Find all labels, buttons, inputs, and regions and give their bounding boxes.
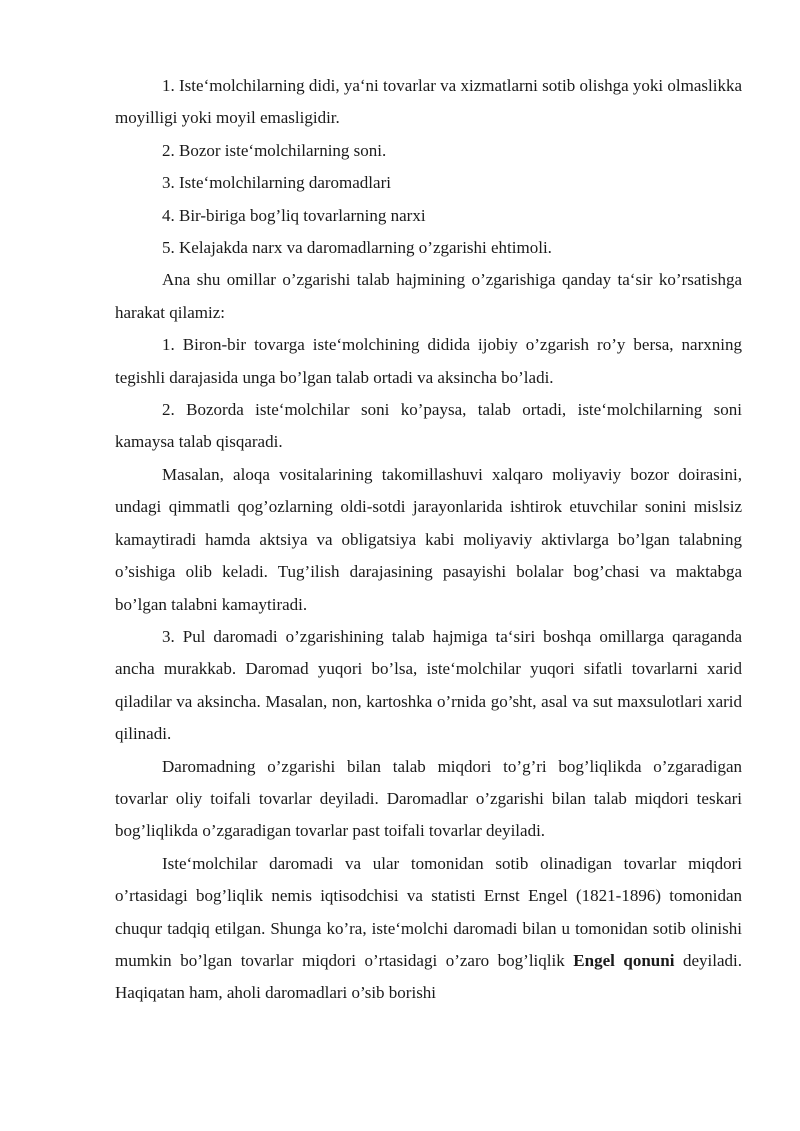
document-body bbox=[115, 70, 742, 1010]
list-item-income: 3. Iste‘molchilarning daromadlari bbox=[162, 173, 391, 193]
paragraph-example: Masalan, aloqa vositalarining takomillashuvi xalqaro moliyaviy bozor doirasini, undagi qimmatli qog’ozlarning oldi-sotdi jarayonlarida ishtirok etuvchilar sonini mislsiz kamaytiradi hamda aktsiya va obligatsiya kabi moliyaviy aktivlarga bo’lgan talabning o’sishiga olib keladi. Tug’ilish darajasining pasayishi bolalar bog’chasi va maktabga bo’lgan talabni kamaytiradi. bbox=[115, 464, 742, 614]
paragraph-engel-law bbox=[115, 848, 742, 1010]
paragraph-intro: Ana shu omillar o’zgarishi talab hajmining o’zgarishiga qanday ta‘sir ko’rsatishga harakat qilamiz: bbox=[115, 270, 742, 322]
engel-text-before: Iste‘molchilar daromadi va ular tomonidan sotib olinadigan tovarlar miqdori o’rtasidagi bog’liqlik nemis iqtisodchisi va statisti Ernst Engel (1821-1896) tomonidan chuqur tadqiq etilgan. Shunga ko’ra, iste‘molchi daromadi bilan u tomonidan sotib olinishi mumkin bo’lgan tovarlar miqdori o’rtasidagi o’zaro bog’liqlik bbox=[115, 853, 742, 970]
list-item-related-prices: 4. Bir-biriga bog’liq tovarlarning narxi bbox=[162, 205, 426, 225]
paragraph-taste-change: 1. Biron-bir tovarga iste‘molchining didida ijobiy o’zgarish ro’y bersa, narxning tegishli darajasida unga bo’lgan talab ortadi va aksincha bo’ladi. bbox=[115, 335, 742, 387]
paragraph-consumer-count: 2. Bozorda iste‘molchilar soni ko’paysa, talab ortadi, iste‘molchilarning soni kamaysa talab qisqaradi. bbox=[115, 400, 742, 452]
list-item-taste: 1. Iste‘molchilarning didi, ya‘ni tovarlar va xizmatlarni sotib olishga yoki olmaslikka moyilligi yoki moyil emasligidir. bbox=[115, 76, 742, 128]
engel-text-after: deyiladi. Haqiqatan ham, aholi daromadlari o’sib borishi bbox=[115, 950, 742, 1003]
list-item-expectations: 5. Kelajakda narx va daromadlarning o’zgarishi ehtimoli. bbox=[162, 238, 552, 258]
engel-law-term: Engel qonuni bbox=[573, 950, 675, 970]
paragraph-goods-types: Daromadning o’zgarishi bilan talab miqdori to’g’ri bog’liqlikda o’zgaradigan tovarlar oliy toifali tovarlar deyiladi. Daromadlar o’zgarishi bilan talab miqdori teskari bog’liqlikda o’zgaradigan tovarlar past toifali tovarlar deyiladi. bbox=[115, 756, 742, 841]
list-item-consumer-count: 2. Bozor iste‘molchilarning soni. bbox=[162, 140, 387, 160]
paragraph-income-effect: 3. Pul daromadi o’zgarishining talab hajmiga ta‘siri boshqa omillarga qaraganda ancha murakkab. Daromad yuqori bo’lsa, iste‘molchilar yuqori sifatli tovarlarni xarid qiladilar va aksincha. Masalan, non, kartoshka o’rnida go’sht, asal va sut maxsulotlari xarid qilinadi. bbox=[115, 626, 742, 744]
